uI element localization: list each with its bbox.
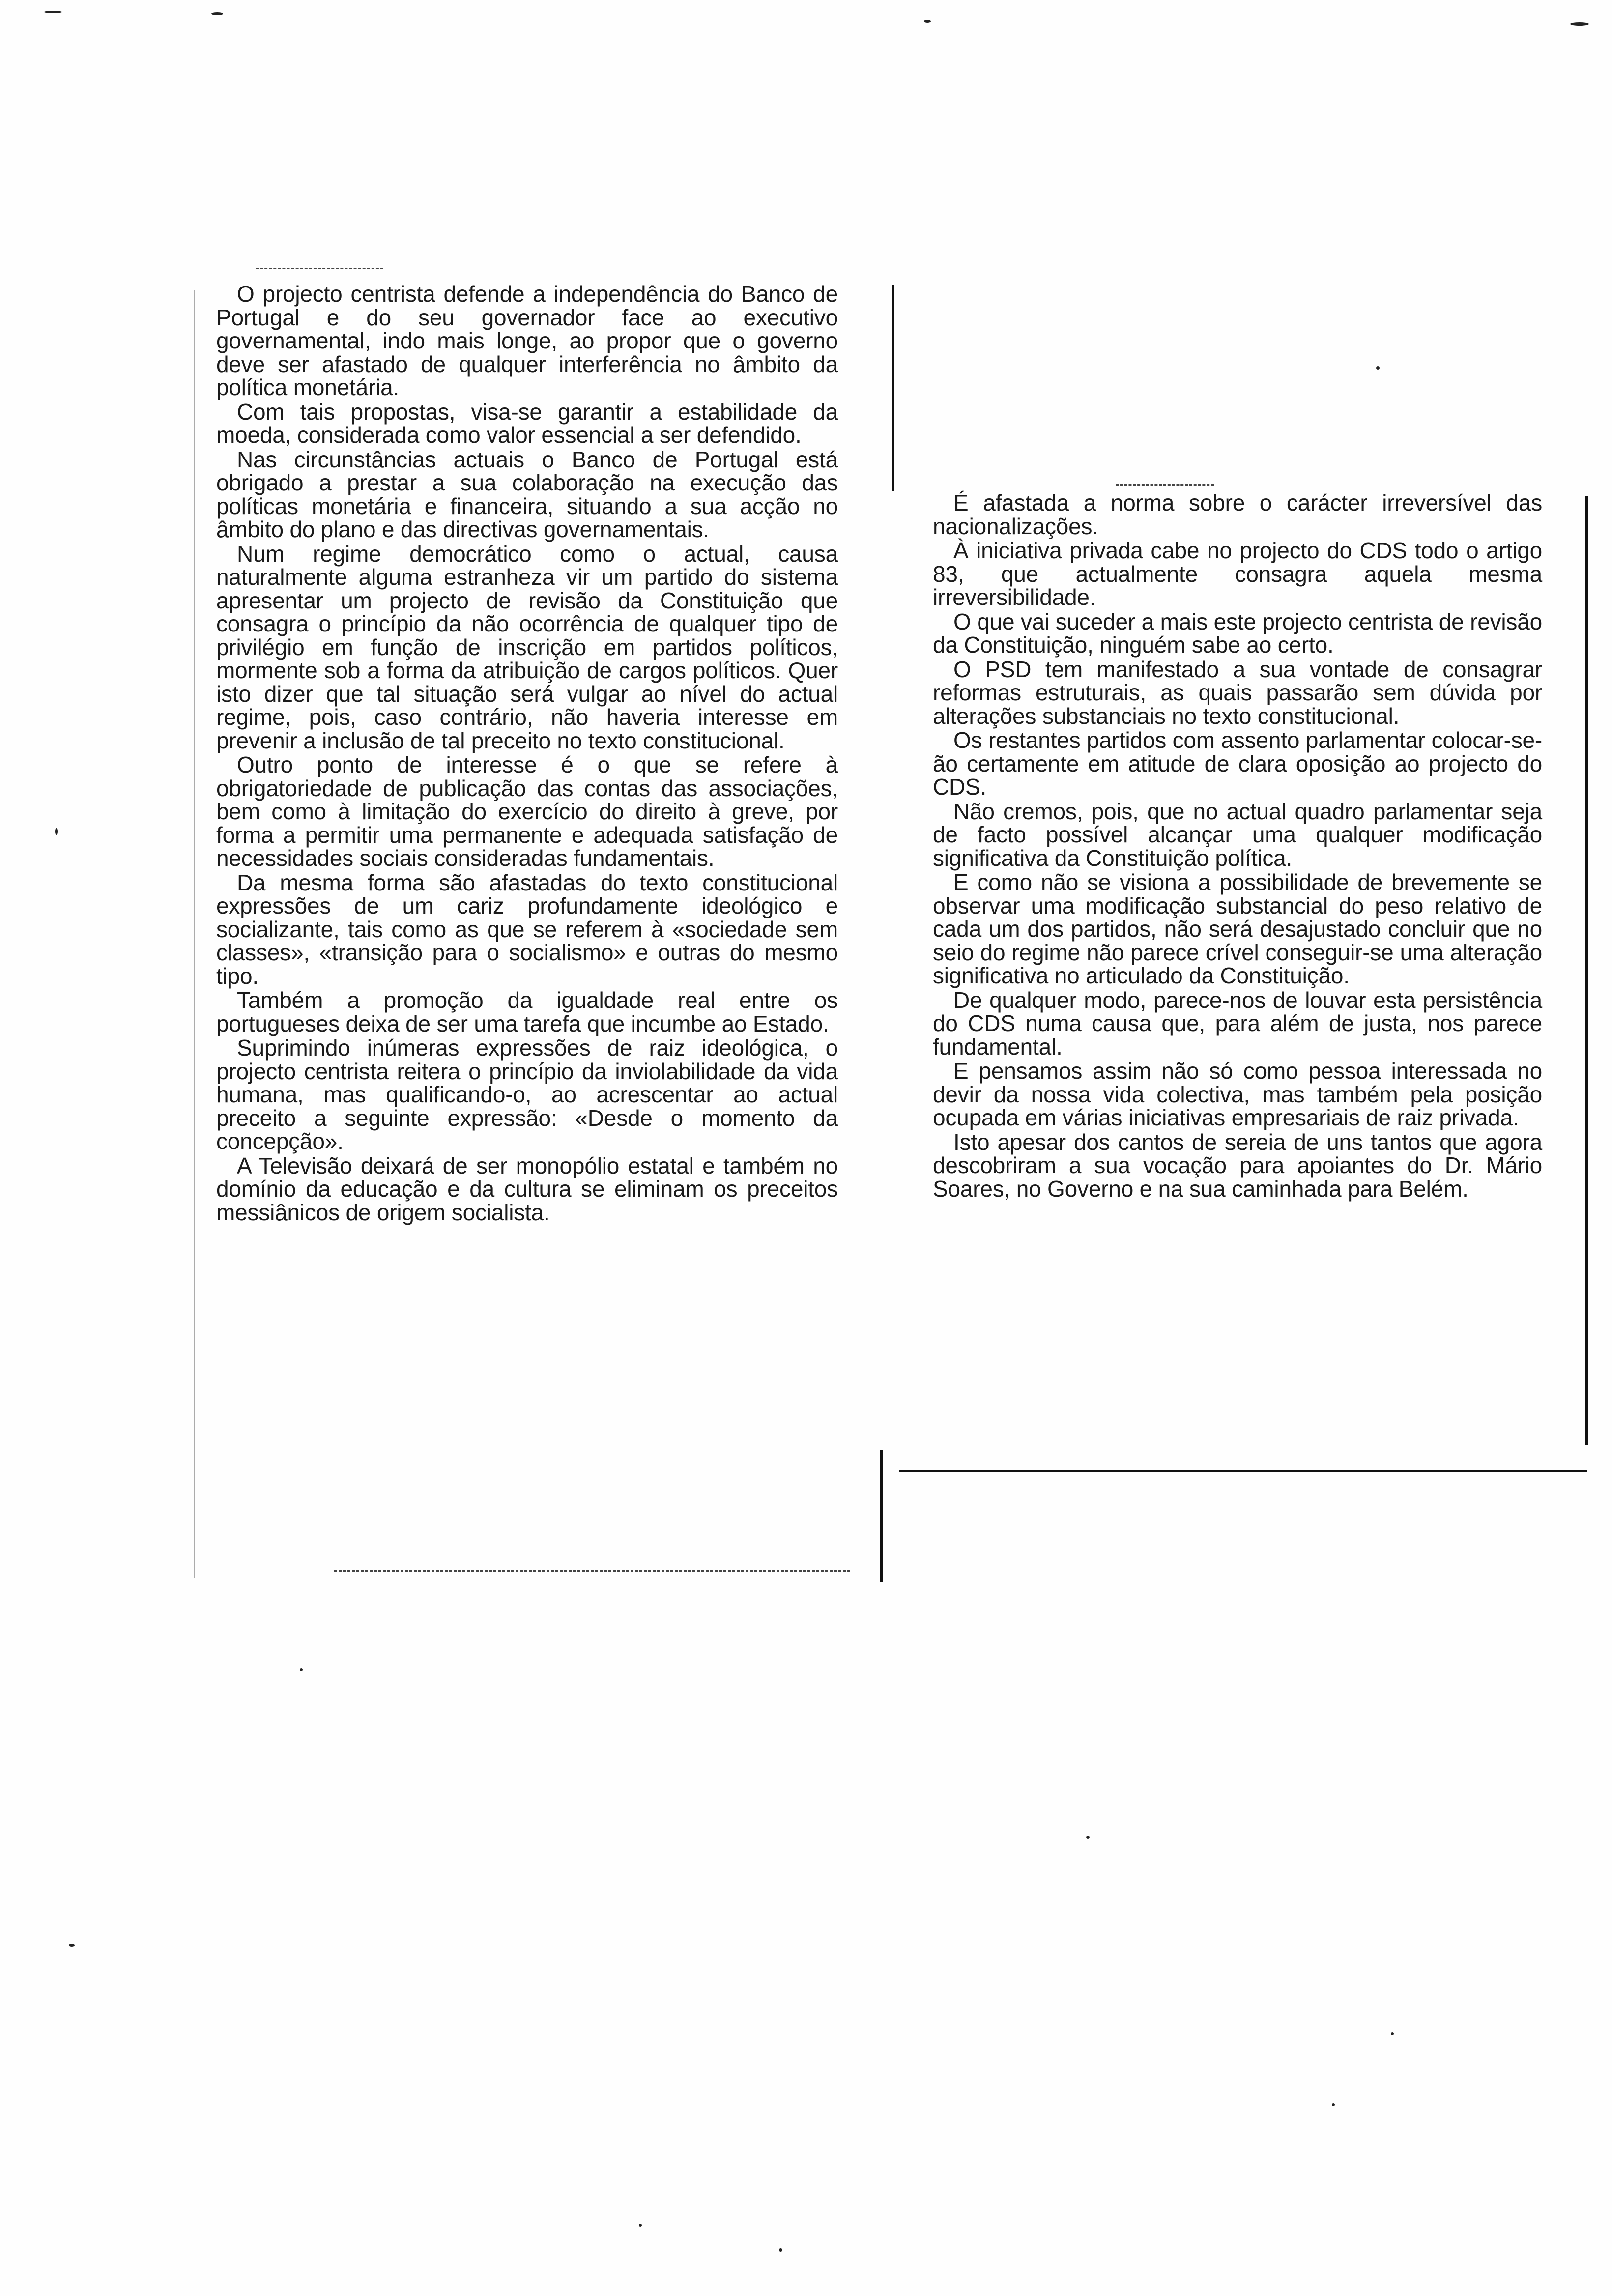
clip-edge-bottom <box>334 1570 850 1572</box>
clip-edge-right <box>1585 496 1588 1445</box>
scan-speck <box>924 20 931 23</box>
paragraph: Isto apesar dos cantos de sereia de uns tantos que agora descobriram a sua vocação para apoiantes do Dr. Mário Soares, no Governo e na sua caminhada para Belém. <box>933 1129 1542 1202</box>
scan-speck <box>1376 366 1380 370</box>
paragraph: De qualquer modo, parece-nos de louvar esta persistência do CDS numa causa que, para além de justa, nos parece fundamental. <box>933 987 1542 1060</box>
paragraph: Outro ponto de interesse é o que se refere à obrigatoriedade de publicação das contas das associações, bem como à limitação do exercício do direito à greve, por forma a permitir uma permanente e adequada satisfação de necessidades sociais consideradas fundamentais. <box>216 752 838 871</box>
clip-edge-left <box>194 290 195 1578</box>
column-divider <box>892 285 894 491</box>
scan-speck <box>779 2248 782 2252</box>
scan-speck <box>300 1668 303 1671</box>
scan-speck <box>1570 22 1589 26</box>
scan-speck <box>55 828 58 835</box>
paragraph: Num regime democrático como o actual, causa naturalmente alguma estranheza vir um partido do sistema apresentar um projecto de revisão da Constituição que consagra o princípio da não ocorrência de qualquer tipo de privilégio em função de inscrição em partidos políticos, mormente sob a forma da atribuição de cargos políticos. Quer isto dizer que tal situação será vulgar ao nível do actual regime, pois, caso contrário, não haveria interesse em prevenir a inclusão de tal preceito no texto constitucional. <box>216 541 838 753</box>
clip-edge-right-top <box>1116 484 1214 486</box>
paragraph: Também a promoção da igualdade real entre os portugueses deixa de ser uma tarefa que incumbe ao Estado. <box>216 987 838 1036</box>
paragraph: Os restantes partidos com assento parlamentar colocar-se-ão certamente em atitude de clara oposição ao projecto do CDS. <box>933 727 1542 800</box>
clip-edge-top <box>256 268 383 269</box>
paragraph: Não cremos, pois, que no actual quadro parlamentar seja de facto possível alcançar uma qualquer modificação significativa da Constituição política. <box>933 798 1542 871</box>
paragraph: Com tais propostas, visa-se garantir a estabilidade da moeda, considerada como valor essencial a ser defendido. <box>216 399 838 448</box>
paragraph: À iniciativa privada cabe no projecto do CDS todo o artigo 83, que actualmente consagra aquela mesma irreversibilidade. <box>933 538 1542 610</box>
paragraph: Nas circunstâncias actuais o Banco de Portugal está obrigado a prestar a sua colaboração na execução das políticas monetária e financeira, situando a sua acção no âmbito do plano e das directivas governamentais. <box>216 446 838 542</box>
paragraph: Da mesma forma são afastadas do texto constitucional expressões de um cariz profundamente ideológico e socializante, tais como as que se referem à «sociedade sem classes», «transição para o socialismo» e outras do mesmo tipo. <box>216 869 838 989</box>
paragraph: E como não se visiona a possibilidade de brevemente se observar uma modificação substancial do peso relativo de cada um dos partidos, não será desajustado concluir que no seio do regime não parece crível conseguir-se uma alteração significativa no articulado da Constituição. <box>933 869 1542 988</box>
scan-speck <box>1391 2032 1394 2035</box>
scan-speck <box>44 11 62 13</box>
scan-speck <box>639 2224 642 2227</box>
scan-speck <box>1086 1836 1090 1839</box>
paragraph: Suprimindo inúmeras expressões de raiz ideológica, o projecto centrista reitera o princípio da inviolabilidade da vida humana, mas qualificando-o, ao acrescentar ao actual preceito a seguinte expressão: «Desde o momento da concepção». <box>216 1035 838 1154</box>
clip-edge-right-bottom <box>899 1470 1587 1472</box>
scan-speck <box>211 12 223 15</box>
right-text-column <box>933 491 1542 1202</box>
paragraph: O projecto centrista defende a independência do Banco de Portugal e do seu governador face ao executivo governamental, indo mais longe, ao propor que o governo deve ser afastado de qualquer interferência no âmbito da política monetária. <box>216 281 838 400</box>
paragraph: O que vai suceder a mais este projecto centrista de revisão da Constituição, ninguém sabe ao certo. <box>933 608 1542 658</box>
paragraph: A Televisão deixará de ser monopólio estatal e também no domínio da educação e da cultura se eliminam os preceitos messiânicos de origem socialista. <box>216 1152 838 1225</box>
scan-speck <box>69 1944 75 1947</box>
paragraph: É afastada a norma sobre o carácter irreversível das nacionalizações. <box>933 490 1542 539</box>
paragraph: E pensamos assim não só como pessoa interessada no devir da nossa vida colectiva, mas também pela posição ocupada em várias iniciativas empresariais de raiz privada. <box>933 1058 1542 1130</box>
paragraph: O PSD tem manifestado a sua vontade de consagrar reformas estruturais, as quais passarão sem dúvida por alterações substanciais no texto constitucional. <box>933 656 1542 729</box>
column-divider-lower <box>880 1450 883 1582</box>
left-text-column <box>216 283 838 1225</box>
scan-speck <box>1332 2103 1335 2106</box>
